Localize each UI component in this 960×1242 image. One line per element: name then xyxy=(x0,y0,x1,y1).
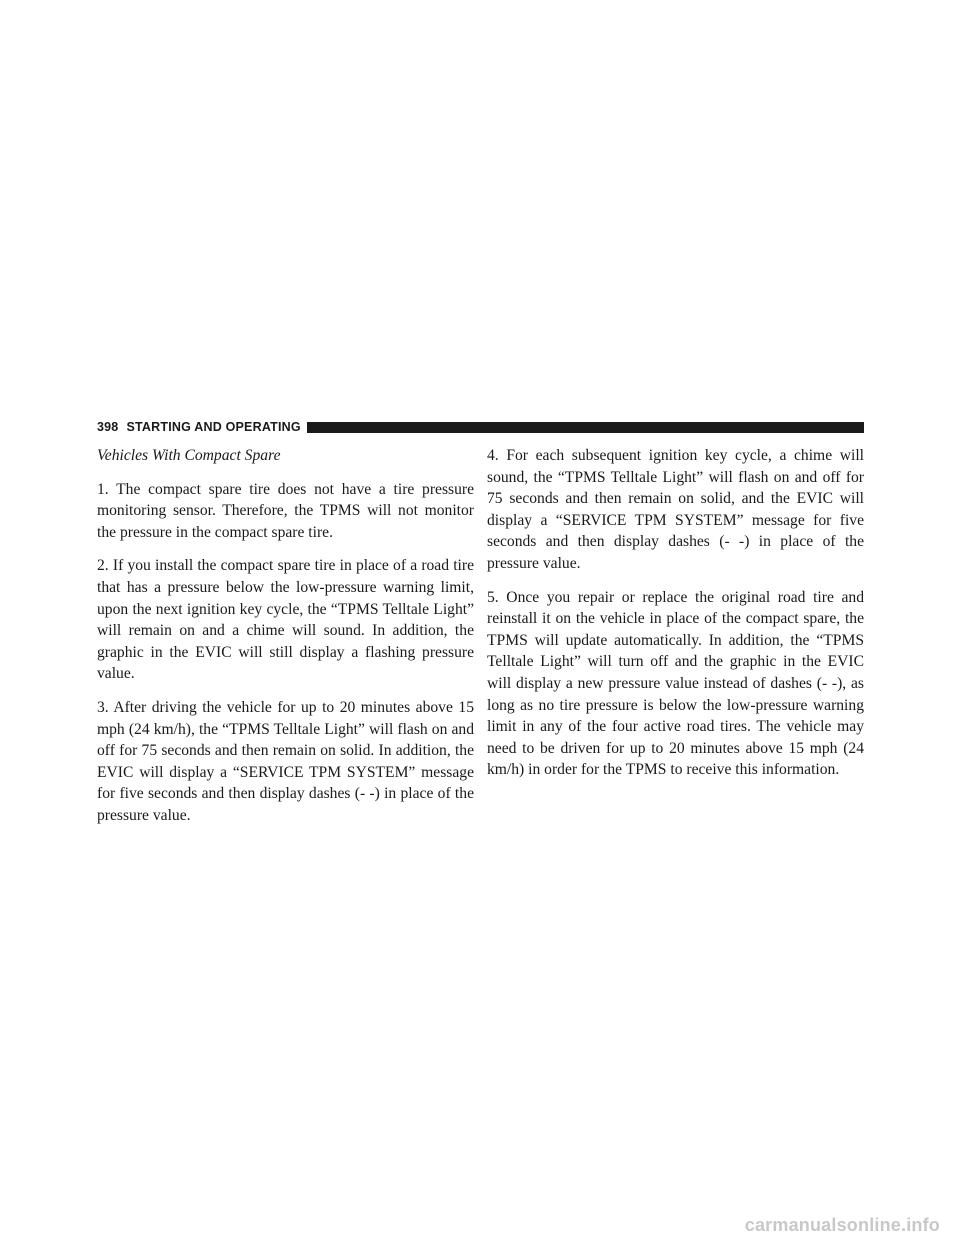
page-number: 398 xyxy=(97,420,119,434)
paragraph-2: 2. If you install the compact spare tire in place of a road tire that has a pressure below the low-pressure warning limit, upon the next ignition key cycle, the “TPMS Telltale Light” will remain on and a chime will sound. In addition, the graphic in the EVIC will still display a flashing pressure value. xyxy=(97,557,474,683)
paragraph-5: 5. Once you repair or replace the original road tire and reinstall it on the vehicle in place of the compact spare, the TPMS will update automatically. In addition, the “TPMS Telltale Light” will turn off and the graphic in the EVIC will display a new pressure value instead of dashes (- -), as long as no tire pressure is below the low-pressure warning limit in any of the four active road tires. The vehicle may need to be driven for up to 20 minutes above 15 mph (24 km/h) in order for the TPMS to receive this information. xyxy=(487,588,864,779)
right-column xyxy=(487,445,864,793)
paragraph-4: 4. For each subsequent ignition key cycle, a chime will sound, the “TPMS Telltale Light” will flash on and off for 75 seconds and then remain on solid, and the EVIC will display a “SERVICE TPM SYSTEM” message for five seconds and then display dashes (- -) in place of the pressure value. xyxy=(487,447,864,572)
paragraph-1: 1. The compact spare tire does not have a tire pressure monitoring sensor. Therefore, the TPMS will not monitor the pressure in the compact spare tire. xyxy=(97,480,474,541)
header-rule xyxy=(307,422,864,433)
section-heading: Vehicles With Compact Spare xyxy=(97,447,281,464)
left-column xyxy=(97,445,474,839)
watermark-text: carmanualsonline.info xyxy=(744,1215,940,1235)
section-title: STARTING AND OPERATING xyxy=(126,420,301,434)
page-header xyxy=(97,418,864,436)
paragraph-3: 3. After driving the vehicle for up to 20 minutes above 15 mph (24 km/h), the “TPMS Telltale Light” will flash on and off for 75 seconds and then remain on solid. In addition, the EVIC will display a “SERVICE TPM SYSTEM” message for five seconds and then display dashes (- -) in place of the pressure value. xyxy=(97,698,474,824)
